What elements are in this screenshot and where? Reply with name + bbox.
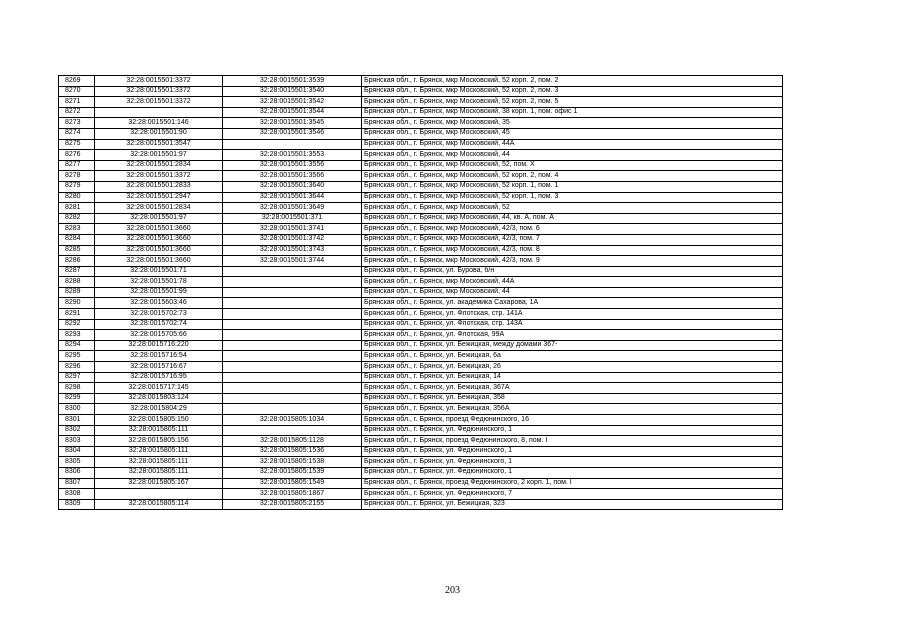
- row-number-cell: 8292: [59, 319, 95, 330]
- address-cell: Брянская обл., г. Брянск, проезд Федюнинского, 16: [362, 415, 783, 426]
- cadastral-number-cell: 32:28:0015501:97: [95, 150, 223, 161]
- table-row: [59, 393, 783, 404]
- row-number-cell: 8309: [59, 499, 95, 510]
- cadastral-number-cell: 32:28:0015805:167: [95, 478, 223, 489]
- table-row: [59, 499, 783, 510]
- cadastral-number-cell: 32:28:0015716:220: [95, 340, 223, 351]
- row-number-cell: 8269: [59, 76, 95, 87]
- row-number-cell: 8294: [59, 340, 95, 351]
- cadastral-number-cell: [95, 489, 223, 500]
- address-cell: Брянская обл., г. Брянск, ул. Федюнинского, 7: [362, 489, 783, 500]
- object-cadastral-number-cell: 32:28:0015805:1538: [223, 457, 362, 468]
- table-row: [59, 404, 783, 415]
- address-cell: Брянская обл., г. Брянск, мкр Московский, 52: [362, 203, 783, 214]
- address-cell: Брянская обл., г. Брянск, мкр Московский, 52 корп. 2, пом. 5: [362, 97, 783, 108]
- table-row: [59, 383, 783, 394]
- row-number-cell: 8283: [59, 224, 95, 235]
- cadastral-number-cell: 32:28:0015501:78: [95, 277, 223, 288]
- row-number-cell: 8296: [59, 362, 95, 373]
- object-cadastral-number-cell: 32:28:0015501:3742: [223, 234, 362, 245]
- row-number-cell: 8295: [59, 351, 95, 362]
- table-row: [59, 181, 783, 192]
- cadastral-number-cell: 32:28:0015803:124: [95, 393, 223, 404]
- row-number-cell: 8282: [59, 213, 95, 224]
- object-cadastral-number-cell: 32:28:0015501:3542: [223, 97, 362, 108]
- address-cell: Брянская обл., г. Брянск, мкр Московский, 44А: [362, 277, 783, 288]
- row-number-cell: 8270: [59, 86, 95, 97]
- address-cell: Брянская обл., г. Брянск, мкр Московский, 42/3, пом. 8: [362, 245, 783, 256]
- object-cadastral-number-cell: 32:28:0015805:2155: [223, 499, 362, 510]
- object-cadastral-number-cell: 32:28:0015805:1539: [223, 467, 362, 478]
- object-cadastral-number-cell: [223, 330, 362, 341]
- row-number-cell: 8300: [59, 404, 95, 415]
- row-number-cell: 8299: [59, 393, 95, 404]
- address-cell: Брянская обл., г. Брянск, мкр Московский, 52 корп. 2, пом. 2: [362, 76, 783, 87]
- cadastral-number-cell: 32:28:0015501:3660: [95, 224, 223, 235]
- object-cadastral-number-cell: [223, 309, 362, 320]
- row-number-cell: 8276: [59, 150, 95, 161]
- object-cadastral-number-cell: 32:28:0015501:3744: [223, 256, 362, 267]
- object-cadastral-number-cell: [223, 139, 362, 150]
- address-cell: Брянская обл., г. Брянск, ул. Федюнинского, 1: [362, 467, 783, 478]
- table-row: [59, 213, 783, 224]
- address-cell: Брянская обл., г. Брянск, мкр Московский, 52 корп. 1, пом. 3: [362, 192, 783, 203]
- table-row: [59, 298, 783, 309]
- object-cadastral-number-cell: [223, 287, 362, 298]
- table-row: [59, 351, 783, 362]
- object-cadastral-number-cell: [223, 266, 362, 277]
- cadastral-number-cell: 32:28:0015805:150: [95, 415, 223, 426]
- address-cell: Брянская обл., г. Брянск, мкр Московский, 35: [362, 118, 783, 129]
- cadastral-number-cell: 32:28:0015501:2834: [95, 203, 223, 214]
- address-cell: Брянская обл., г. Брянск, ул. Флотская, 99А: [362, 330, 783, 341]
- row-number-cell: 8289: [59, 287, 95, 298]
- address-cell: Брянская обл., г. Брянск, ул. Бежицкая, 14: [362, 372, 783, 383]
- cadastral-number-cell: 32:28:0015501:2947: [95, 192, 223, 203]
- row-number-cell: 8293: [59, 330, 95, 341]
- table-row: [59, 160, 783, 171]
- object-cadastral-number-cell: [223, 277, 362, 288]
- row-number-cell: 8288: [59, 277, 95, 288]
- table-row: [59, 256, 783, 267]
- object-cadastral-number-cell: [223, 425, 362, 436]
- cadastral-number-cell: 32:28:0015702:73: [95, 309, 223, 320]
- table-row: [59, 128, 783, 139]
- table-row: [59, 97, 783, 108]
- row-number-cell: 8277: [59, 160, 95, 171]
- object-cadastral-number-cell: 32:28:0015501:3540: [223, 86, 362, 97]
- object-cadastral-number-cell: 32:28:0015501:3640: [223, 181, 362, 192]
- address-cell: Брянская обл., г. Брянск, проезд Федюнинского, 8, пом. I: [362, 436, 783, 447]
- address-cell: Брянская обл., г. Брянск, мкр Московский, 44А: [362, 139, 783, 150]
- row-number-cell: 8274: [59, 128, 95, 139]
- object-cadastral-number-cell: 32:28:0015501:3741: [223, 224, 362, 235]
- cadastral-number-cell: 32:28:0015702:74: [95, 319, 223, 330]
- cadastral-number-cell: 32:28:0015717:145: [95, 383, 223, 394]
- row-number-cell: 8280: [59, 192, 95, 203]
- object-cadastral-number-cell: [223, 298, 362, 309]
- table-row: [59, 489, 783, 500]
- object-cadastral-number-cell: 32:28:0015805:1034: [223, 415, 362, 426]
- table-row: [59, 436, 783, 447]
- object-cadastral-number-cell: 32:28:0015501:3546: [223, 128, 362, 139]
- cadastral-number-cell: 32:28:0015716:95: [95, 372, 223, 383]
- cadastral-number-cell: 32:28:0015805:111: [95, 457, 223, 468]
- address-cell: Брянская обл., г. Брянск, ул. академика Сахарова, 1А: [362, 298, 783, 309]
- object-cadastral-number-cell: 32:28:0015501:3556: [223, 160, 362, 171]
- address-cell: Брянская обл., г. Брянск, мкр Московский, 52, пом. Х: [362, 160, 783, 171]
- row-number-cell: 8308: [59, 489, 95, 500]
- row-number-cell: 8271: [59, 97, 95, 108]
- row-number-cell: 8307: [59, 478, 95, 489]
- address-cell: Брянская обл., г. Брянск, ул. Бежицкая, 6а: [362, 351, 783, 362]
- table-row: [59, 340, 783, 351]
- table-row: [59, 118, 783, 129]
- object-cadastral-number-cell: [223, 351, 362, 362]
- row-number-cell: 8305: [59, 457, 95, 468]
- row-number-cell: 8279: [59, 181, 95, 192]
- cadastral-number-cell: 32:28:0015501:71: [95, 266, 223, 277]
- address-cell: Брянская обл., г. Брянск, ул. Федюнинского, 1: [362, 457, 783, 468]
- object-cadastral-number-cell: [223, 362, 362, 373]
- cadastral-number-cell: 32:28:0015804:29: [95, 404, 223, 415]
- address-cell: Брянская обл., г. Брянск, мкр Московский, 44, кв. А, пом. А: [362, 213, 783, 224]
- row-number-cell: 8298: [59, 383, 95, 394]
- row-number-cell: 8275: [59, 139, 95, 150]
- table-row: [59, 224, 783, 235]
- object-cadastral-number-cell: [223, 393, 362, 404]
- row-number-cell: 8302: [59, 425, 95, 436]
- row-number-cell: 8297: [59, 372, 95, 383]
- cadastral-number-cell: [95, 107, 223, 118]
- cadastral-number-cell: 32:28:0015603:46: [95, 298, 223, 309]
- address-cell: Брянская обл., г. Брянск, мкр Московский, 42/3, пом. 7: [362, 234, 783, 245]
- object-cadastral-number-cell: 32:28:0015501:3743: [223, 245, 362, 256]
- row-number-cell: 8278: [59, 171, 95, 182]
- table-row: [59, 86, 783, 97]
- address-cell: Брянская обл., г. Брянск, ул. Бежицкая, 26: [362, 362, 783, 373]
- address-cell: Брянская обл., г. Брянск, мкр Московский, 44: [362, 287, 783, 298]
- address-cell: Брянская обл., г. Брянск, ул. Флотская, стр. 143А: [362, 319, 783, 330]
- cadastral-number-cell: 32:28:0015501:3372: [95, 171, 223, 182]
- object-cadastral-number-cell: 32:28:0015501:3649: [223, 203, 362, 214]
- address-cell: Брянская обл., г. Брянск, мкр Московский, 52 корп. 2, пом. 4: [362, 171, 783, 182]
- cadastral-number-cell: 32:28:0015501:3372: [95, 76, 223, 87]
- address-cell: Брянская обл., г. Брянск, ул. Бежицкая, 358: [362, 393, 783, 404]
- table-row: [59, 372, 783, 383]
- address-cell: Брянская обл., г. Брянск, ул. Федюнинского, 1: [362, 425, 783, 436]
- cadastral-number-cell: 32:28:0015716:54: [95, 351, 223, 362]
- table-row: [59, 150, 783, 161]
- address-cell: Брянская обл., г. Брянск, мкр Московский, 45: [362, 128, 783, 139]
- cadastral-number-cell: 32:28:0015805:111: [95, 467, 223, 478]
- records-table-body: [59, 76, 783, 510]
- table-row: [59, 287, 783, 298]
- cadastral-number-cell: 32:28:0015805:111: [95, 425, 223, 436]
- cadastral-number-cell: 32:28:0015501:90: [95, 128, 223, 139]
- table-row: [59, 192, 783, 203]
- row-number-cell: 8281: [59, 203, 95, 214]
- row-number-cell: 8306: [59, 467, 95, 478]
- table-row: [59, 425, 783, 436]
- object-cadastral-number-cell: 32:28:0015501:3545: [223, 118, 362, 129]
- address-cell: Брянская обл., г. Брянск, мкр Московский, 42/3, пом. 9: [362, 256, 783, 267]
- row-number-cell: 8284: [59, 234, 95, 245]
- object-cadastral-number-cell: [223, 383, 362, 394]
- table-row: [59, 309, 783, 320]
- address-cell: Брянская обл., г. Брянск, мкр Московский, 52 корп. 2, пом. 3: [362, 86, 783, 97]
- table-row: [59, 107, 783, 118]
- address-cell: Брянская обл., г. Брянск, мкр Московский, 42/3, пом. 6: [362, 224, 783, 235]
- row-number-cell: 8285: [59, 245, 95, 256]
- table-row: [59, 467, 783, 478]
- table-row: [59, 171, 783, 182]
- row-number-cell: 8304: [59, 446, 95, 457]
- cadastral-number-cell: 32:28:0015501:2833: [95, 181, 223, 192]
- row-number-cell: 8273: [59, 118, 95, 129]
- cadastral-number-cell: 32:28:0015805:156: [95, 436, 223, 447]
- table-row: [59, 457, 783, 468]
- cadastral-number-cell: 32:28:0015705:66: [95, 330, 223, 341]
- table-row: [59, 415, 783, 426]
- table-row: [59, 76, 783, 87]
- table-row: [59, 139, 783, 150]
- address-cell: Брянская обл., г. Брянск, мкр Московский, 52 корп. 1, пом. 1: [362, 181, 783, 192]
- object-cadastral-number-cell: 32:28:0015501:3544: [223, 107, 362, 118]
- cadastral-number-cell: 32:28:0015501:146: [95, 118, 223, 129]
- row-number-cell: 8286: [59, 256, 95, 267]
- address-cell: Брянская обл., г. Брянск, ул. Флотская, стр. 141А: [362, 309, 783, 320]
- row-number-cell: 8290: [59, 298, 95, 309]
- table-row: [59, 203, 783, 214]
- object-cadastral-number-cell: [223, 319, 362, 330]
- cadastral-number-cell: 32:28:0015501:3372: [95, 86, 223, 97]
- address-cell: Брянская обл., г. Брянск, ул. Бежицкая, между домами 367-: [362, 340, 783, 351]
- object-cadastral-number-cell: [223, 372, 362, 383]
- object-cadastral-number-cell: 32:28:0015805:1549: [223, 478, 362, 489]
- cadastral-number-cell: 32:28:0015501:3660: [95, 234, 223, 245]
- page-number: 203: [445, 585, 460, 596]
- cadastral-number-cell: 32:28:0015805:114: [95, 499, 223, 510]
- address-cell: Брянская обл., г. Брянск, ул. Федюнинского, 1: [362, 446, 783, 457]
- object-cadastral-number-cell: 32:28:0015501:3539: [223, 76, 362, 87]
- table-row: [59, 319, 783, 330]
- cadastral-number-cell: 32:28:0015501:3547: [95, 139, 223, 150]
- cadastral-number-cell: 32:28:0015716:67: [95, 362, 223, 373]
- row-number-cell: 8272: [59, 107, 95, 118]
- table-row: [59, 277, 783, 288]
- table-row: [59, 478, 783, 489]
- cadastral-number-cell: 32:28:0015501:97: [95, 213, 223, 224]
- table-row: [59, 446, 783, 457]
- object-cadastral-number-cell: 32:28:0015501:371: [223, 213, 362, 224]
- object-cadastral-number-cell: 32:28:0015805:1128: [223, 436, 362, 447]
- table-row: [59, 330, 783, 341]
- address-cell: Брянская обл., г. Брянск, ул. Бежицкая, 356А: [362, 404, 783, 415]
- object-cadastral-number-cell: 32:28:0015501:3644: [223, 192, 362, 203]
- object-cadastral-number-cell: 32:28:0015501:3553: [223, 150, 362, 161]
- cadastral-number-cell: 32:28:0015501:2834: [95, 160, 223, 171]
- address-cell: Брянская обл., г. Брянск, ул. Бурова, б/н: [362, 266, 783, 277]
- object-cadastral-number-cell: 32:28:0015501:3566: [223, 171, 362, 182]
- row-number-cell: 8291: [59, 309, 95, 320]
- cadastral-number-cell: 32:28:0015501:99: [95, 287, 223, 298]
- cadastral-number-cell: 32:28:0015501:3660: [95, 245, 223, 256]
- address-cell: Брянская обл., г. Брянск, ул. Бежицкая, 323: [362, 499, 783, 510]
- cadastral-number-cell: 32:28:0015501:3660: [95, 256, 223, 267]
- address-cell: Брянская обл., г. Брянск, проезд Федюнинского, 2 корп. 1, пом. I: [362, 478, 783, 489]
- records-table: [58, 75, 783, 510]
- cadastral-number-cell: 32:28:0015805:111: [95, 446, 223, 457]
- object-cadastral-number-cell: [223, 340, 362, 351]
- object-cadastral-number-cell: [223, 404, 362, 415]
- object-cadastral-number-cell: 32:28:0015805:1867: [223, 489, 362, 500]
- address-cell: Брянская обл., г. Брянск, ул. Бежицкая, 367А: [362, 383, 783, 394]
- table-row: [59, 266, 783, 277]
- row-number-cell: 8287: [59, 266, 95, 277]
- row-number-cell: 8301: [59, 415, 95, 426]
- address-cell: Брянская обл., г. Брянск, мкр Московский, 38 корп. 1, пом. офис 1: [362, 107, 783, 118]
- table-row: [59, 234, 783, 245]
- table-row: [59, 362, 783, 373]
- object-cadastral-number-cell: 32:28:0015805:1536: [223, 446, 362, 457]
- cadastral-number-cell: 32:28:0015501:3372: [95, 97, 223, 108]
- address-cell: Брянская обл., г. Брянск, мкр Московский, 44: [362, 150, 783, 161]
- row-number-cell: 8303: [59, 436, 95, 447]
- table-row: [59, 245, 783, 256]
